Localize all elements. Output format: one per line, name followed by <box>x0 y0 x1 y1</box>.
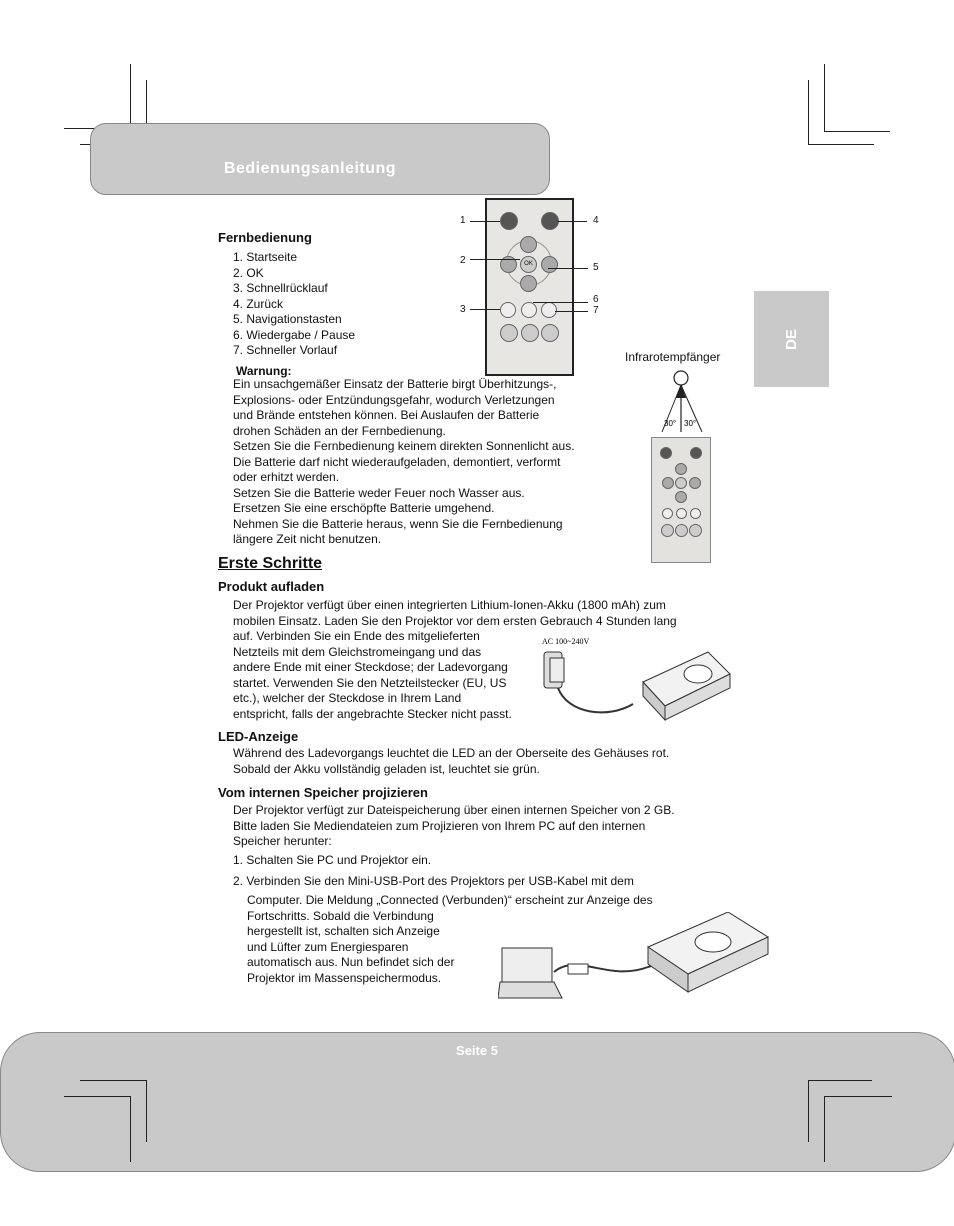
subheading-led: LED-Anzeige <box>218 729 299 744</box>
text-line: Computer. Die Meldung „Connected (Verbunden)“ erscheint zur Anzeige des <box>247 893 653 907</box>
callout-line <box>557 221 587 222</box>
language-label: DE <box>783 328 800 350</box>
callout-line <box>470 259 520 260</box>
led-text <box>233 746 753 777</box>
crop-mark <box>130 1096 131 1162</box>
list-item: 2. OK <box>233 265 264 280</box>
text-line: startet. Verwenden Sie den Netzteilstecker (EU, US <box>233 675 507 690</box>
callout-label: 2 <box>460 255 466 266</box>
text-line: Explosions- oder Entzündungsgefahr, wodurch Verletzungen <box>233 392 555 407</box>
callout-line <box>470 309 500 310</box>
text-line: Netzteils mit dem Gleichstromeingang und das <box>233 644 482 659</box>
plus-icon <box>541 324 559 342</box>
mute-icon <box>521 324 539 342</box>
text-line: Der Projektor verfügt zur Dateispeicherung über einen internen Speicher von 2 GB. <box>233 803 675 817</box>
play-pause-icon <box>521 302 537 318</box>
page-number: Seite 5 <box>456 1043 498 1058</box>
list-item: 5. Navigationstasten <box>233 312 342 326</box>
callout-line <box>548 268 588 269</box>
rewind-icon <box>662 508 673 519</box>
list-item: 7. Schneller Vorlauf <box>233 343 338 357</box>
list-item: 4. Zurück <box>233 296 284 311</box>
page-title: Bedienungsanleitung <box>223 160 397 177</box>
callout-line <box>555 311 588 312</box>
arrow-right-icon <box>541 256 558 273</box>
play-pause-icon <box>676 508 687 519</box>
arrow-left-icon <box>662 477 674 489</box>
list-item: 3. Schnellrücklauf <box>233 281 328 295</box>
charging-illustration <box>538 634 733 724</box>
callout-label: 3 <box>460 304 466 315</box>
arrow-right-icon <box>689 477 701 489</box>
arrow-up-icon <box>675 463 687 475</box>
list-item: 1. Startseite <box>233 250 298 264</box>
usb-connection-illustration <box>498 912 770 1004</box>
infrared-angle-diagram <box>640 368 715 438</box>
ok-button-icon <box>675 477 687 489</box>
text-line: andere Ende mit einer Steckdose; der Ladevorgang <box>233 660 508 674</box>
warning-text <box>233 377 628 548</box>
home-icon <box>660 447 672 459</box>
crop-mark <box>80 1080 146 1081</box>
angle-label: 30° <box>684 419 697 428</box>
text-line: Setzen Sie die Batterie weder Feuer noch Wasser aus. <box>233 485 525 500</box>
crop-mark <box>808 1080 809 1142</box>
crop-mark <box>824 1096 825 1162</box>
text-line: längere Zeit nicht benutzen. <box>233 532 382 546</box>
warning-heading: Warnung: <box>236 364 292 378</box>
crop-mark <box>808 144 874 145</box>
storage-text <box>233 803 753 850</box>
fast-forward-icon <box>541 302 557 318</box>
angle-label: 30° <box>664 419 677 428</box>
subheading-storage: Vom internen Speicher projizieren <box>218 785 428 800</box>
text-line: mobilen Einsatz. Laden Sie den Projektor vor dem ersten Gebrauch 4 Stunden lang <box>233 613 677 628</box>
text-line: Die Batterie darf nicht wiederaufgeladen, demontiert, verformt <box>233 454 561 469</box>
crop-mark <box>146 1080 147 1142</box>
plus-icon <box>689 524 702 537</box>
text-line: Projektor im Massenspeichermodus. <box>247 970 442 985</box>
text-line: und Lüfter zum Energiesparen <box>247 939 409 954</box>
text-line: Bitte laden Sie Mediendateien zum Projizieren von Ihrem PC auf den internen <box>233 818 646 833</box>
text-line: Der Projektor verfügt über einen integrierten Lithium-Ionen-Akku (1800 mAh) zum <box>233 598 666 612</box>
callout-label: 4 <box>593 215 599 226</box>
crop-mark <box>808 1080 872 1081</box>
text-line: Nehmen Sie die Batterie heraus, wenn Sie die Fernbedienung <box>233 516 563 531</box>
arrow-down-icon <box>520 275 537 292</box>
text-line: hergestellt ist, schalten sich Anzeige <box>247 924 440 938</box>
storage-step-2: 2. Verbinden Sie den Mini-USB-Port des Projektors per USB-Kabel mit dem <box>233 874 634 888</box>
text-line: Ein unsachgemäßer Einsatz der Batterie birgt Überhitzungs-, <box>233 377 557 391</box>
callout-label: 7 <box>593 305 599 316</box>
subheading-charging: Produkt aufladen <box>218 579 325 594</box>
adapter-label: AC 100~240V <box>542 637 590 646</box>
crop-mark <box>824 131 890 132</box>
crop-mark <box>824 64 825 132</box>
section-title: Erste Schritte <box>218 555 323 572</box>
text-line: Ersetzen Sie eine erschöpfte Batterie umgehend. <box>233 501 495 515</box>
text-line: oder erhitzt werden. <box>233 470 340 484</box>
rewind-icon <box>500 302 516 318</box>
callout-label: 6 <box>593 294 599 305</box>
text-line: Fortschritts. Sobald die Verbindung <box>247 908 434 923</box>
callout-line <box>533 302 588 303</box>
remote-key-list <box>233 250 355 359</box>
minus-icon <box>661 524 674 537</box>
text-line: auf. Verbinden Sie ein Ende des mitgelieferten <box>233 629 480 643</box>
crop-mark <box>64 1096 130 1097</box>
callout-label: 1 <box>460 215 466 226</box>
text-line: etc.), welcher der Steckdose in Ihrem Land <box>233 691 462 705</box>
minus-icon <box>500 324 518 342</box>
crop-mark <box>808 80 809 144</box>
infrared-label: Infrarotempfänger <box>625 350 721 364</box>
arrow-down-icon <box>675 491 687 503</box>
crop-mark <box>824 1096 892 1097</box>
arrow-up-icon <box>520 236 537 253</box>
text-line: Speicher herunter: <box>233 834 332 848</box>
storage-step-1: 1. Schalten Sie PC und Projektor ein. <box>233 853 432 867</box>
callout-label: 5 <box>593 262 599 273</box>
mute-icon <box>675 524 688 537</box>
remote-heading: Fernbedienung <box>218 230 312 245</box>
home-icon <box>500 212 518 230</box>
text-line: entspricht, falls der angebrachte Stecker nicht passt. <box>233 706 512 721</box>
fast-forward-icon <box>690 508 701 519</box>
text-line: Sobald der Akku vollständig geladen ist, leuchtet sie grün. <box>233 761 540 776</box>
text-line: und Brände entstehen können. Bei Auslaufen der Batterie <box>233 408 540 422</box>
back-icon <box>690 447 702 459</box>
ok-button-icon: OK <box>520 256 537 273</box>
callout-line <box>470 221 500 222</box>
text-line: Während des Ladevorgangs leuchtet die LED an der Oberseite des Gehäuses rot. <box>233 746 670 760</box>
list-item: 6. Wiedergabe / Pause <box>233 327 356 342</box>
text-line: automatisch aus. Nun befindet sich der <box>247 955 455 969</box>
text-line: drohen Schäden an der Fernbedienung. <box>233 423 446 438</box>
header-bar <box>90 123 550 195</box>
text-line: Setzen Sie die Fernbedienung keinem direkten Sonnenlicht aus. <box>233 439 575 453</box>
